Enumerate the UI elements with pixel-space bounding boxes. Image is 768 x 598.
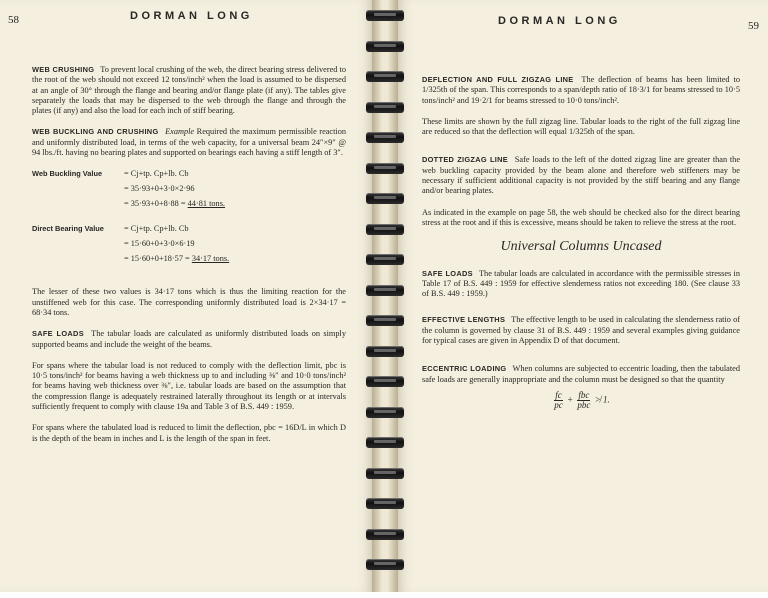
column-safe-loads-text: The tabular loads are calculated in accordance with the permissible stresses in Table 17 of B.S. 449 : 1959 for effective slenderness ratios not exceeding 180. (See clause 33 of B.S. 449 : 1959.) [422,268,740,299]
web-buckling-text: Required the maximum permissible reaction and uniformly distributed load, in terms of the web capacity, for a universal beam 24″×9″ @ 94 lbs./ft. having no bearing plates and supported on bearings each having a stiff length of 3″. [32,127,347,158]
binding-ring [366,376,404,387]
safe-loads-heading: SAFE LOADS [32,329,84,339]
zigzag-limits-paragraph: These limits are shown by the full zigzag line. Tabular loads to the right of the full zigzag line are reduced so that the deflection will equal 1/325th of the span. [422,116,740,137]
deflection-paragraph [422,75,740,106]
binding-ring [366,346,404,357]
right-page-content [422,75,740,410]
web-buckling-equation-2 [32,184,346,199]
binding-ring [366,102,404,113]
direct-bearing-equation-3 [32,254,346,269]
fraction-1-numerator: fc [555,389,562,400]
safe-loads-text: The tabular loads are calculated as uniformly distributed loads on simply supported beams and include the weight of the beams. [32,329,346,349]
fraction-2-denominator: pbc [577,399,591,410]
web-buckling-line-2: = 35·93+0+3·0×2·96 [124,184,195,194]
dotted-zigzag-paragraph [422,155,740,196]
eccentric-loading-text: When columns are subjected to eccentric loading, then the tabulated safe loads are generally inappropriate and the column must be designed so that the quantity [422,364,740,384]
binding-ring [366,437,404,448]
effective-lengths-text: The effective length to be used in calculating the slenderness ratio of the column is governed by clause 31 of B.S. 449 : 1959 and several examples giving guidance for typical cases are given in Appendix D of that document. [422,315,740,346]
safe-loads-paragraph [32,329,346,350]
binding-ring [366,224,404,235]
left-page [0,0,372,592]
page-number-left: 58 [8,14,19,26]
web-buckling-value-label: Web Buckling Value [32,169,103,179]
running-head-right: DORMAN LONG [498,15,621,27]
example-label: Example [165,127,195,137]
web-crushing-heading: WEB CRUSHING [32,65,95,74]
fraction-fc-pc [554,391,563,410]
web-buckling-equation-3 [32,199,346,214]
binding-ring [366,41,404,52]
direct-bearing-value-label: Direct Bearing Value [32,224,104,234]
right-page [398,0,768,592]
dotted-zigzag-heading: DOTTED ZIGZAG LINE [422,155,509,165]
fraction-fbc-pbc [577,391,590,410]
eccentric-loading-heading: ECCENTRIC LOADING [422,364,507,374]
reduced-load-paragraph: For spans where the tabulated load is reduced to limit the deflection, pbc = 16D/L in which D is the depth of the beam in inches and L is the length of the span in feet. [32,423,346,443]
web-buckling-heading: WEB BUCKLING AND CRUSHING [32,127,159,137]
web-buckling-result: 44·81 tons. [187,199,225,209]
interaction-formula [422,391,740,410]
fraction-2-numerator: fbc [578,389,590,400]
direct-bearing-line-1: = Cj+tp. Cp+lb. Cb [124,224,189,234]
eccentric-loading-paragraph [422,364,740,385]
web-crushing-text: To prevent local crushing of the web, the direct bearing stress delivered to the root of the web should not exceed 12 tons/inch² when the load is assumed to be dispersed at an angle of 30° through the flange and bearing and/or flange plate (if any). The tables give separately the loads that may be dispersed to the web through the flange and through the plates (if any) and also the load for each inch of stiff bearing. [32,65,346,116]
web-crushing-paragraph [32,65,346,116]
binding-ring [366,315,404,326]
section-title: Universal Columns Uncased [500,239,662,255]
web-buckling-line-3 [124,199,225,209]
binding-ring [366,468,404,479]
effective-lengths-heading: EFFECTIVE LENGTHS [422,315,506,325]
binding-ring [366,498,404,509]
formula-plus: + [567,394,574,405]
deflection-text: The deflection of beams has been limited to 1/325th of the span. This corresponds to a span/depth ratio of 18·3/1 for beams stressed to 10·5 tons/inch² and 19·2/1 for beams stressed to 10·0 tons/inch². [422,75,740,105]
page-number-right: 59 [748,20,759,32]
web-buckling-paragraph [32,127,346,158]
direct-bearing-equation-2 [32,239,346,254]
effective-lengths-paragraph [422,315,740,346]
column-safe-loads-heading: SAFE LOADS [422,268,473,278]
limiting-reaction-paragraph: The lesser of these two values is 34·17 tons which is thus the limiting reaction for the unstiffened web for this case. The corresponding uniformly distributed load is 2×34·17 = 68·34 tons. [32,287,346,317]
binding-ring [366,132,404,143]
fraction-1-denominator: pc [554,399,563,410]
binding-ring [366,407,404,418]
web-buckling-line-3-expr: = 35·93+0+8·88 = [124,199,188,209]
column-safe-loads-paragraph [422,269,740,300]
direct-bearing-check-paragraph: As indicated in the example on page 58, the web should be checked also for the direct bearing stress at the root and if this is excessive, means should be taken to relieve the stress at the root. [422,207,740,227]
binding-ring [366,71,404,82]
direct-bearing-line-3 [124,254,229,264]
binding-ring [366,10,404,21]
binding-ring [366,163,404,174]
binding-ring [366,193,404,204]
direct-bearing-line-2: = 15·60+0+3·0×6·19 [124,239,195,249]
binding-ring [366,254,404,265]
dotted-zigzag-text: Safe loads to the left of the dotted zigzag line are greater than the web buckling capacity provided by the beam alone and therefore web stiffeners may be necessary if sufficient additional capacity is not provided by the stiff bearing and any flange and/or bearing plates. [422,155,740,196]
deflection-heading: DEFLECTION AND FULL ZIGZAG LINE [422,75,574,84]
direct-bearing-equation-1 [32,224,346,239]
direct-bearing-line-3-expr: = 15·60+0+18·57 = [124,254,192,264]
web-buckling-equation-1 [32,169,346,184]
running-head-left: DORMAN LONG [130,10,253,22]
binding-ring [366,285,404,296]
left-page-content [32,65,346,455]
web-buckling-line-1: = Cj+tp. Cp+lb. Cb [124,169,189,179]
binding-ring [366,559,404,570]
binding-ring [366,529,404,540]
direct-bearing-result: 34·17 tons. [191,254,230,264]
formula-tail: ≯ 1. [594,394,610,405]
deflection-limit-paragraph: For spans where the tabular load is not reduced to comply with the deflection limit, pbc is 10·5 tons/inch² for beams having a web thickness up to and including ⅜″ and 10·0 tons/inch² for beams having web thickness over ⅜″, i.e. tabular loads are based on the assumption that the compression flange is adequately restrained laterally throughout its length or at intervals sufficiently frequent to comply with clause 19a and Table 3 of B.S. 449 : 1959. [32,360,346,412]
